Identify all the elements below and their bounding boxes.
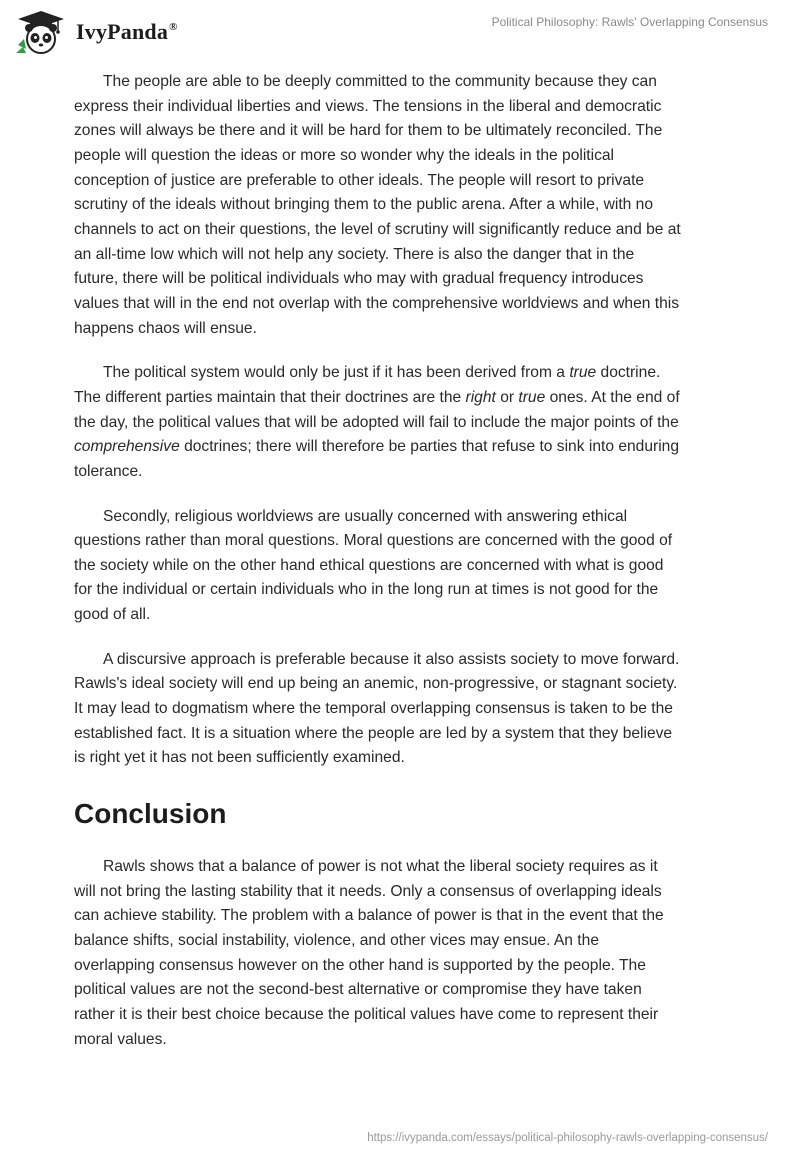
paragraph-3 (74, 505, 734, 628)
text-line: comprehensive doctrines; there will therefore be parties that refuse to sink into enduring (74, 438, 680, 456)
text-line: Rawls's ideal society will end up being an anemic, non-progressive, or stagnant society. (74, 675, 678, 693)
text-line: rather it is their best choice because the political values have come to represent their (74, 1006, 659, 1023)
text-line: tolerance. (74, 462, 143, 480)
paragraph-5 (74, 855, 734, 1052)
emphasis: true (569, 364, 597, 382)
text-line: balance shifts, social instability, violence, and other vices may ensue. An the (74, 932, 599, 950)
text-line: questions rather than moral questions. Moral questions are concerned with the good of (74, 532, 673, 550)
text-line: zones will always be there and it will be hard for them to be ultimately reconciled. The (74, 122, 663, 140)
section-heading: Conclusion (74, 798, 227, 830)
emphasis: true (518, 388, 546, 406)
text-line: overlapping consensus however on the other hand is supported by the people. The (74, 956, 646, 974)
text-line: Rawls shows that a balance of power is not what the liberal society requires as it (103, 858, 658, 876)
text-line: The people are able to be deeply committed to the community because they can (103, 73, 657, 90)
paragraph-2 (74, 361, 734, 484)
panda-graduate-logo-icon (14, 9, 68, 55)
essay-body (74, 70, 734, 1072)
text-line: express their individual liberties and views. The tensions in the liberal and democratic (74, 97, 662, 115)
text-line: scrutiny of the ideals without bringing them to the public arena. After a while, with no (74, 196, 654, 214)
text-line: The different parties maintain that their doctrines are the right or true ones. At the end of (74, 388, 680, 406)
text-line: an all-time low which will not help any society. There is also the danger that in the (74, 245, 635, 263)
text-line: channels to act on their questions, the level of scrutiny will significantly reduce and be at (74, 220, 681, 238)
text-line: political values are not the second-best alternative or compromise they have taken (74, 981, 642, 999)
text-line: future, there will be political individuals who may with gradual frequency introduces (74, 270, 644, 288)
text-line: values that will in the end not overlap with the comprehensive worldviews and when this (74, 294, 680, 312)
source-url[interactable]: https://ivypanda.com/essays/political-philosophy-rawls-overlapping-consensus/ (367, 1132, 768, 1144)
text-line: It may lead to dogmatism where the temporal overlapping consensus is taken to be the (74, 700, 673, 718)
text-line: Secondly, religious worldviews are usually concerned with answering ethical (103, 507, 628, 525)
text-line: moral values. (74, 1030, 167, 1048)
text-line: good of all. (74, 606, 151, 624)
page-header (0, 0, 800, 64)
text-line: people will question the ideas or more so wonder why the ideals in the political (74, 146, 615, 164)
text-line: A discursive approach is preferable because it also assists society to move forward. (103, 650, 680, 668)
emphasis: comprehensive (74, 438, 180, 456)
text-line: can achieve stability. The problem with a balance of power is that in the event that the (74, 907, 664, 925)
ivypanda-logo[interactable] (14, 9, 178, 55)
text-line: will not bring the lasting stability that it needs. Only a consensus of overlapping ideals (74, 882, 662, 900)
brand-name: IvyPanda® (76, 19, 178, 44)
text-line: for the individual or certain individuals who in the long run at times is not good for the (74, 581, 659, 599)
text-line: is right yet it has not been sufficiently examined. (74, 749, 405, 767)
text-line: the society while on the other hand ethical questions are concerned with what is good (74, 556, 664, 574)
text-line: conception of justice are preferable to other ideals. The people will resort to private (74, 171, 645, 189)
paragraph-1 (74, 70, 734, 341)
text-line: The political system would only be just if it has been derived from a true doctrine. (103, 364, 661, 382)
text-line: established fact. It is a situation where the people are led by a system that they believe (74, 724, 673, 742)
text-line: the day, the political values that will be adopted will fail to include the major points of the (74, 413, 679, 431)
running-title: Political Philosophy: Rawls' Overlapping Consensus (491, 15, 768, 29)
paragraph-4 (74, 648, 734, 771)
emphasis: right (465, 388, 496, 406)
text-line: happens chaos will ensue. (74, 319, 257, 337)
